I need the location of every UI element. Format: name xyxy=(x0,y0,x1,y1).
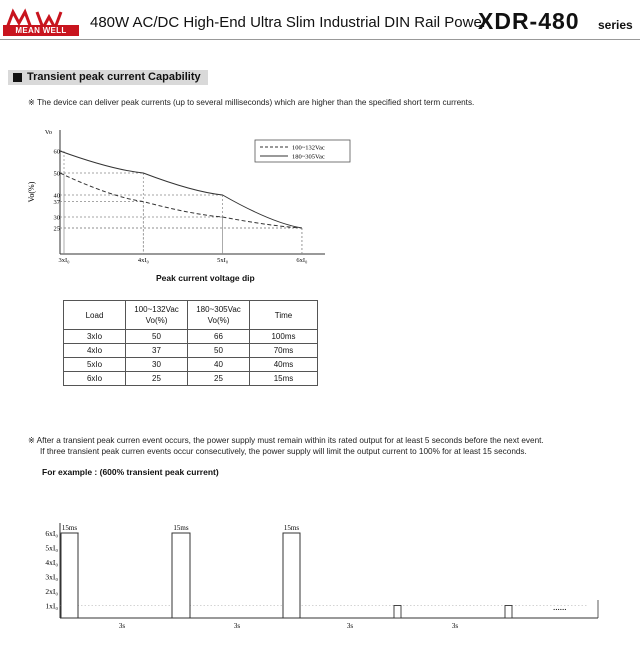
y-tick-label: 6xI₀ xyxy=(45,529,58,538)
y-tick-label: 3xI₀ xyxy=(45,572,58,582)
table-cell: 50 xyxy=(188,344,250,358)
brand-name: MEAN WELL xyxy=(3,25,79,36)
gap-duration-label: 3s xyxy=(118,622,126,630)
table-cell: 70ms xyxy=(250,344,318,358)
table-header-cell: 180~305Vac Vo(%) xyxy=(188,301,250,330)
series-line-180-305vac xyxy=(60,151,302,228)
table-row xyxy=(64,372,318,386)
table-cell: 40ms xyxy=(250,358,318,372)
table-cell: 25 xyxy=(126,372,188,386)
table-cell: 6xIo xyxy=(64,372,126,386)
gap-duration-label: 3s xyxy=(233,622,241,630)
table-cell: 25 xyxy=(188,372,250,386)
continuation-dots: ...... xyxy=(553,602,567,612)
document-title: 480W AC/DC High-End Ultra Slim Industrial DIN Rail Power xyxy=(90,14,487,31)
table-header-cell: Load xyxy=(64,301,126,330)
note-consecutive-events: If three transient peak curren events occur consecutively, the power supply will limit the output current to 100% for at least 15 seconds. xyxy=(40,447,527,456)
table-header-cell: Time xyxy=(250,301,318,330)
x-tick-label: 3xI₀ xyxy=(58,257,70,264)
peak-pulse xyxy=(172,533,190,618)
pulse-duration-label: 15ms xyxy=(173,524,189,532)
y-tick-label: 25 xyxy=(53,225,60,233)
peak-pulse xyxy=(61,533,78,618)
table-cell: 66 xyxy=(188,330,250,344)
gap-duration-label: 3s xyxy=(451,622,459,630)
section-title: Transient peak current Capability xyxy=(27,71,201,83)
series-label: series xyxy=(598,18,633,32)
y-tick-label: 60 xyxy=(53,148,60,156)
y-tick-label: 2xI₀ xyxy=(45,587,58,596)
y-tick-label: 5xI₀ xyxy=(45,543,58,553)
section-bullet-icon xyxy=(13,73,22,82)
y-tick-label: 30 xyxy=(53,214,60,222)
table-cell: 50 xyxy=(126,330,188,344)
table-header-row xyxy=(64,301,318,330)
table-cell: 100ms xyxy=(250,330,318,344)
series-line-100-132vac xyxy=(60,173,302,228)
table-cell: 3xIo xyxy=(64,330,126,344)
voltage-dip-chart xyxy=(20,122,360,270)
pulse-duration-label: 15ms xyxy=(283,524,300,532)
example-title: For example : (600% transient peak current) xyxy=(42,467,219,477)
x-tick-label: 4xI₀ xyxy=(137,257,149,264)
note-peak-currents: ※ The device can deliver peak currents (up to several milliseconds) which are higher than the specified short term currents. xyxy=(28,98,475,107)
base-pulse xyxy=(394,606,401,619)
y-tick-label: 50 xyxy=(53,170,60,178)
header-divider xyxy=(0,39,640,40)
base-pulse xyxy=(505,606,512,619)
table-cell: 15ms xyxy=(250,372,318,386)
table-header-cell: 100~132Vac Vo(%) xyxy=(126,301,188,330)
peak-pulse xyxy=(283,533,300,618)
table-cell: 37 xyxy=(126,344,188,358)
y-tick-label: 40 xyxy=(53,192,60,200)
table-cell: 40 xyxy=(188,358,250,372)
y-tick-label: 1xI₀ xyxy=(45,601,58,611)
y-axis-top-label: Vo xyxy=(44,129,52,136)
legend-label: 100~132Vac xyxy=(292,144,325,152)
table-row xyxy=(64,344,318,358)
chart-title: Peak current voltage dip xyxy=(156,273,255,283)
y-axis-label: Vo(%) xyxy=(27,181,36,203)
x-tick-label: 6xI₀ xyxy=(296,257,308,264)
x-tick-label: 5xI₀ xyxy=(217,257,229,264)
y-tick-label: 37 xyxy=(53,199,60,207)
table-cell: 4xIo xyxy=(64,344,126,358)
note-transient-event: ※ After a transient peak curren event occurs, the power supply must remain within its rated output for at least 5 seconds before the next event. xyxy=(28,436,544,445)
table-cell: 5xIo xyxy=(64,358,126,372)
model-name: XDR-480 xyxy=(478,8,580,34)
peak-pulse-chart xyxy=(30,515,605,640)
table-cell: 30 xyxy=(126,358,188,372)
table-row xyxy=(64,358,318,372)
pulse-duration-label: 15ms xyxy=(61,524,78,532)
table-row xyxy=(64,330,318,344)
peak-current-table xyxy=(63,300,318,386)
legend-label: 180~305Vac xyxy=(292,153,325,161)
y-tick-label: 4xI₀ xyxy=(45,558,58,567)
gap-duration-label: 3s xyxy=(346,622,354,630)
